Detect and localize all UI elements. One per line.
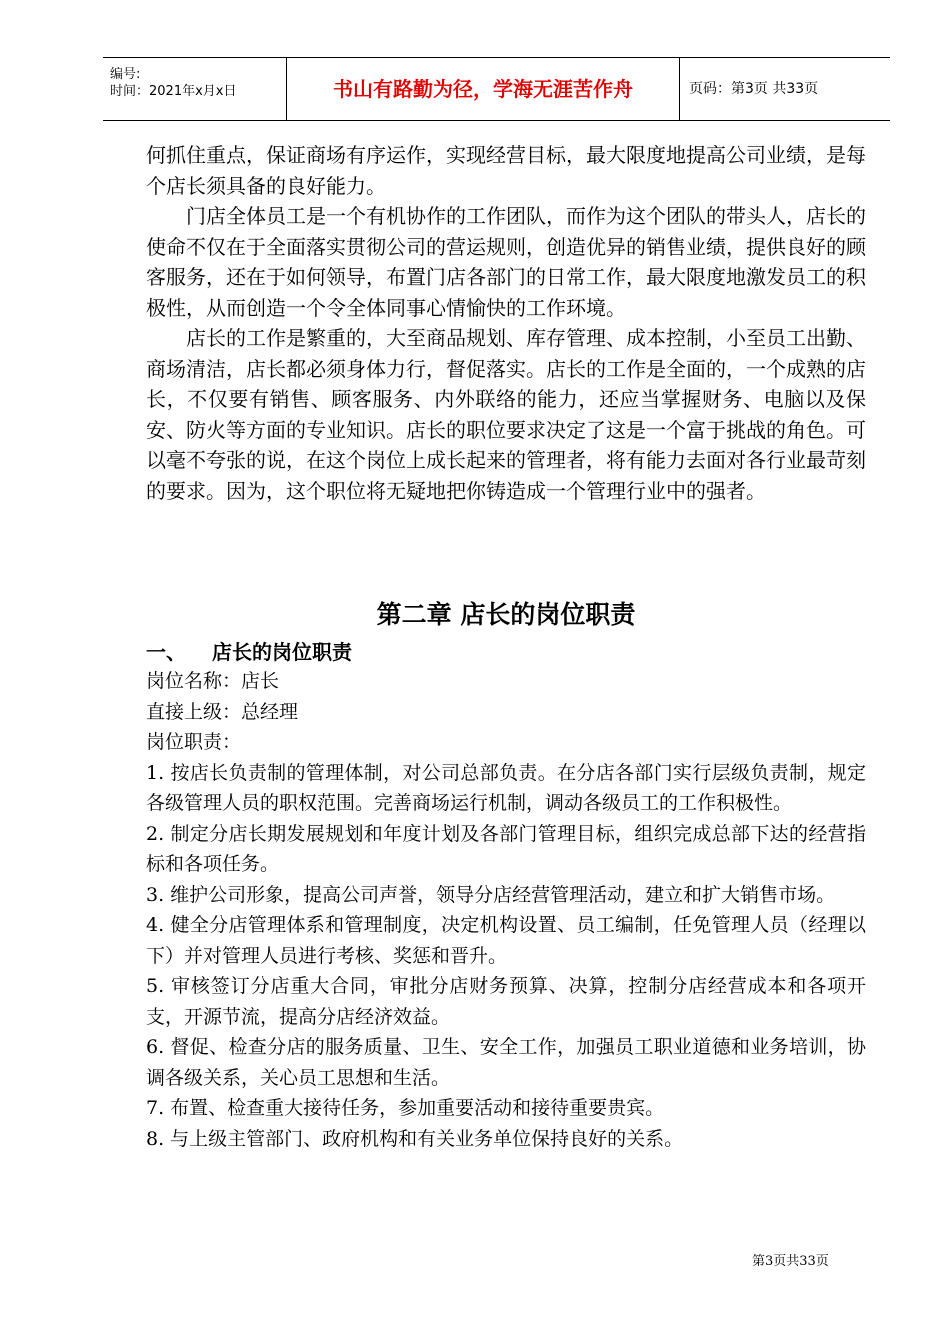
document-time-label: 时间：2021年x月x日 [110, 84, 237, 99]
job-duties-label: 岗位职责： [146, 731, 242, 753]
duty-item: 1. 按店长负责制的管理体制，对公司总部负责。在分店各部门实行层级负责制，规定各级管理人员的职权范围。完善商场运行机制，调动各级员工的工作积极性。 [146, 761, 866, 814]
job-description [146, 666, 866, 1154]
intro-text [146, 140, 866, 506]
chapter-title: 第二章 店长的岗位职责 [376, 600, 636, 629]
duty-item: 3. 维护公司形象，提高公司声誉，领导分店经营管理活动，建立和扩大销售市场。 [146, 883, 836, 906]
intro-paragraph-2: 门店全体员工是一个有机协作的工作团队，而作为这个团队的带头人，店长的使命不仅在于全面落实贯彻公司的营运规则，创造优异的销售业绩，提供良好的顾客服务，还在于如何领导，布置门店各部门的日常工作，最大限度地激发员工的积极性，从而创造一个令全体同事心情愉快的工作环境。 [146, 204, 866, 320]
header-motto: 书山有路勤为径，学海无涯苦作舟 [287, 58, 680, 120]
document-number-label: 编号: [110, 67, 141, 82]
duty-item: 8. 与上级主管部门、政府机构和有关业务单位保持良好的关系。 [146, 1127, 684, 1150]
section-heading [146, 636, 352, 665]
section-number: 一、 [146, 640, 186, 664]
job-superior-line: 直接上级：总经理 [146, 700, 299, 723]
job-name-line: 岗位名称：店长 [146, 670, 280, 692]
page-footer: 第3页共33页 [752, 1254, 829, 1269]
section-title: 店长的岗位职责 [212, 640, 352, 664]
duty-item: 2. 制定分店长期发展规划和年度计划及各部门管理目标，组织完成总部下达的经营指标和各项任务。 [146, 822, 866, 875]
intro-paragraph-1: 何抓住重点，保证商场有序运作，实现经营目标，最大限度地提高公司业绩，是每个店长须具备的良好能力。 [146, 143, 866, 198]
duty-item: 6. 督促、检查分店的服务质量、卫生、安全工作，加强员工职业道德和业务培训，协调各级关系，关心员工思想和生活。 [146, 1036, 866, 1089]
header-meta-cell [103, 58, 287, 120]
page-header [103, 57, 890, 121]
duty-item: 7. 布置、检查重大接待任务，参加重要活动和接待重要贵宾。 [146, 1097, 665, 1119]
duty-item: 4. 健全分店管理体系和管理制度，决定机构设置、员工编制，任免管理人员（经理以下）并对管理人员进行考核、奖惩和晋升。 [146, 914, 866, 967]
duty-item: 5. 审核签订分店重大合同，审批分店财务预算、决算，控制分店经营成本和各项开支，开源节流，提高分店经济效益。 [146, 975, 866, 1028]
intro-paragraph-3: 店长的工作是繁重的，大至商品规划、库存管理、成本控制，小至员工出勤、商场清洁，店长都必须身体力行，督促落实。店长的工作是全面的，一个成熟的店长，不仅要有销售、顾客服务、内外联络的能力，还应当掌握财务、电脑以及保安、防火等方面的专业知识。店长的职位要求决定了这是一个富于挑战的角色。可以毫不夸张的说，在这个岗位上成长起来的管理者，将有能力去面对各行业最苛刻的要求。因为，这个职位将无疑地把你铸造成一个管理行业中的强者。 [146, 326, 866, 503]
header-page-label: 页码：第3页 共33页 [689, 81, 819, 97]
